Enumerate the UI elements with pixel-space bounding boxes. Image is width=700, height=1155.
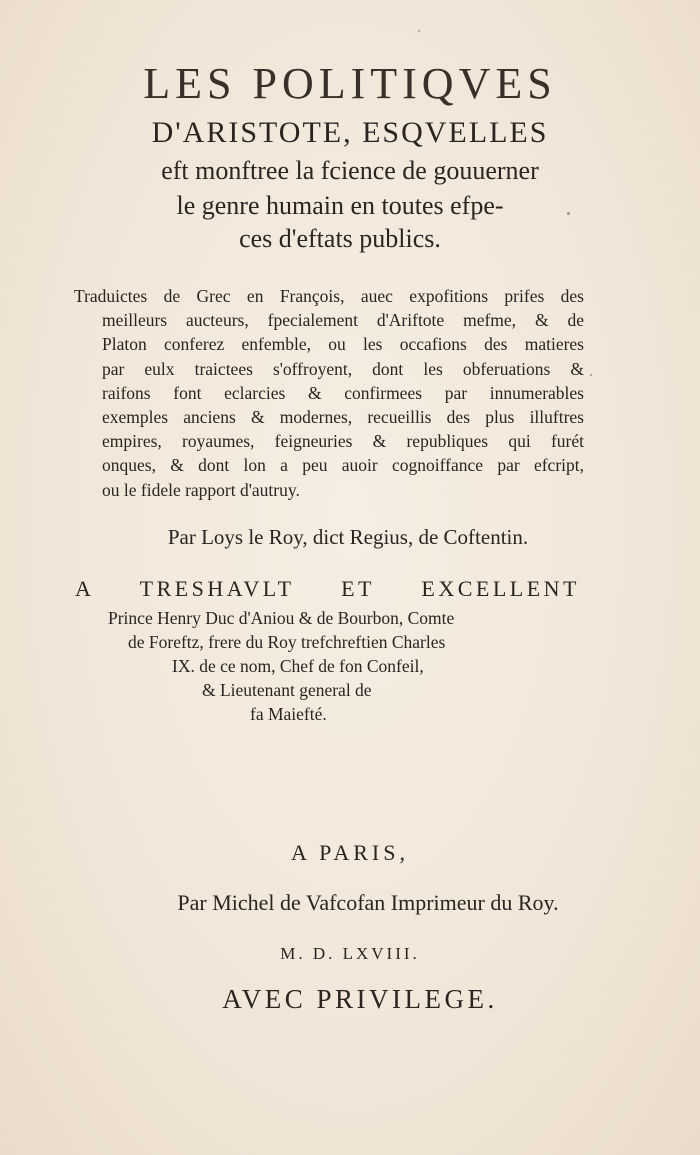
privilege-line: AVEC PRIVILEGE. — [222, 984, 498, 1014]
imprint-printer: Par Michel de Vafcofan Imprimeur du Roy. — [177, 890, 559, 915]
author-line: Par Loys le Roy, dict Regius, de Coftentin. — [167, 525, 529, 549]
dedication-text — [100, 606, 530, 726]
description-line: Platon conferez enfemble, ou les occafions des matieres — [102, 334, 584, 355]
main-title: LES POLITIQVES — [143, 59, 557, 108]
subtitle-line: le genre humain en toutes efpe- — [176, 191, 504, 220]
ink-speck — [418, 30, 420, 32]
description-line: raifons font eclarcies & confirmees par innumerables — [102, 382, 584, 403]
description-line: empires, royaumes, feigneuries & republiques qui furét — [102, 431, 584, 452]
description-line: exemples anciens & modernes, recueillis des plus illuftres — [102, 407, 584, 428]
subtitle-line: ces d'eftats publics. — [239, 224, 441, 253]
imprint-place: A PARIS, — [290, 840, 409, 865]
dedication-line: & Lieutenant general de — [202, 680, 372, 700]
description-line: onques, & dont lon a peu auoir cognoiffance par efcript, — [102, 455, 584, 476]
description-line: ou le fidele rapport d'autruy. — [102, 479, 300, 500]
dedication-line: Prince Henry Duc d'Aniou & de Bourbon, Comte — [108, 608, 455, 628]
ink-speck — [567, 212, 570, 215]
ink-speck — [590, 374, 592, 376]
dedication-line: de Foreftz, frere du Roy trefchreftien Charles — [128, 632, 446, 652]
subtitle-line: eft monftree la fcience de gouuerner — [161, 156, 539, 185]
description-line: Traduictes de Grec en François, auec expofitions prifes des — [74, 286, 584, 306]
dedication-line: fa Maiefté. — [250, 704, 327, 724]
description-paragraph — [74, 284, 584, 502]
imprint-date: M. D. LXVIII. — [280, 944, 420, 963]
description-line: par eulx traictees s'offroyent, dont les obferuations & — [102, 358, 584, 379]
description-line: meilleurs aucteurs, fpecialement d'Ariftote mefme, & de — [102, 310, 584, 331]
dedication-heading: A TRESHAVLT ET EXCELLENT — [75, 576, 580, 601]
dedication-line: IX. de ce nom, Chef de fon Confeil, — [172, 656, 424, 676]
subtitle-line: D'ARISTOTE, ESQVELLES — [151, 116, 549, 149]
